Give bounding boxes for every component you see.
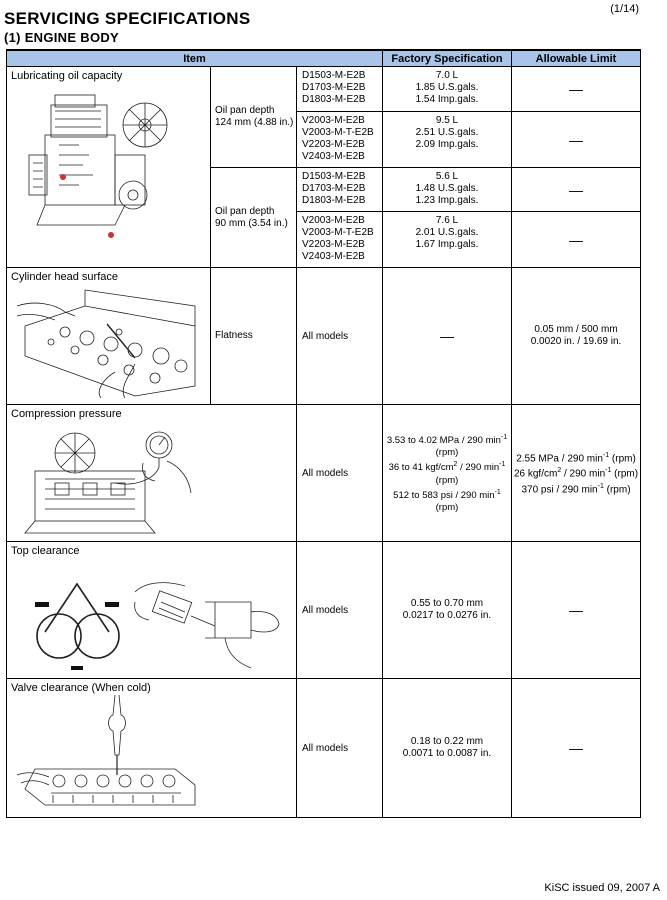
header-allowable-limit: Allowable Limit: [512, 50, 641, 67]
cylinder-head-factory-spec: —: [383, 268, 512, 405]
section-title: (1) ENGINE BODY: [4, 30, 120, 45]
issue-footer: KiSC issued 09, 2007 A: [544, 882, 660, 894]
table-row: [7, 268, 641, 405]
top-clearance-label: Top clearance: [11, 545, 80, 557]
cylinder-head-label: Cylinder head surface: [11, 271, 119, 283]
page-title: SERVICING SPECIFICATIONS: [4, 9, 251, 28]
oil-spec-group-3: 5.6 L 1.48 U.S.gals. 1.23 Imp.gals.: [383, 168, 512, 212]
oil-models-group-1: D1503-M-E2B D1703-M-E2B D1803-M-E2B: [297, 67, 383, 112]
compression-label: Compression pressure: [11, 408, 122, 420]
valve-clearance-label: Valve clearance (When cold): [11, 682, 151, 694]
top-clearance-illustration: [15, 562, 285, 672]
valve-clearance-factory-spec: 0.18 to 0.22 mm 0.0071 to 0.0087 in.: [383, 679, 512, 818]
valve-clearance-models: All models: [297, 679, 383, 818]
compression-item: [7, 405, 297, 542]
top-clearance-limit: —: [512, 542, 641, 679]
compression-factory-spec: 3.53 to 4.02 MPa / 290 $\min^{-1} (rpm)$ 36 to 41 kgf/$cm^2 / 290$ $\min^{-1} (rpm)$ 512 to 583 psi / 290 $\min^{-1} (rpm)$: [383, 405, 512, 542]
compression-gauge-illustration: [15, 423, 195, 535]
oil-models-group-3: D1503-M-E2B D1703-M-E2B D1803-M-E2B: [297, 168, 383, 212]
oil-spec-group-1: 7.0 L 1.85 U.S.gals. 1.54 Imp.gals.: [383, 67, 512, 112]
valve-clearance-item: [7, 679, 297, 818]
specification-table: [6, 49, 641, 818]
page-number: (1/14): [610, 3, 639, 15]
cylinder-head-limit: 0.05 mm / 500 mm 0.0020 in. / 19.69 in.: [512, 268, 641, 405]
oil-capacity-item: [7, 67, 211, 268]
engine-illustration: [15, 85, 185, 245]
valve-clearance-illustration: [15, 695, 205, 811]
cylinder-head-item: [7, 268, 211, 405]
oil-limit-group-3: —: [512, 168, 641, 212]
valve-clearance-limit: —: [512, 679, 641, 818]
oil-models-group-4: V2003-M-E2B V2003-M-T-E2B V2203-M-E2B V2403-M-E2B: [297, 212, 383, 268]
oil-capacity-label: Lubricating oil capacity: [11, 70, 123, 82]
top-clearance-factory-spec: 0.55 to 0.70 mm 0.0217 to 0.0276 in.: [383, 542, 512, 679]
cylinder-head-illustration: [15, 286, 200, 398]
oil-limit-group-1: —: [512, 67, 641, 112]
oil-pan-condition-1: Oil pan depth 124 mm (4.88 in.): [211, 67, 297, 168]
flatness-condition: Flatness: [211, 268, 297, 405]
table-row: [7, 679, 641, 818]
table-row: [7, 542, 641, 679]
oil-limit-group-4: —: [512, 212, 641, 268]
cylinder-head-models: All models: [297, 268, 383, 405]
header-factory-spec: Factory Specification: [383, 50, 512, 67]
top-clearance-models: All models: [297, 542, 383, 679]
oil-spec-group-4: 7.6 L 2.01 U.S.gals. 1.67 Imp.gals.: [383, 212, 512, 268]
oil-pan-condition-2: Oil pan depth 90 mm (3.54 in.): [211, 168, 297, 268]
table-row: [7, 67, 641, 112]
table-header-row: [7, 50, 641, 67]
oil-limit-group-2: —: [512, 112, 641, 168]
table-row: [7, 405, 641, 542]
oil-spec-group-2: 9.5 L 2.51 U.S.gals. 2.09 Imp.gals.: [383, 112, 512, 168]
compression-limit: 2.55 MPa / 290 $\min^{-1} (rpm)$ 26 kgf/$cm^2 / 290$ $\min^{-1} (rpm)$ 370 psi / 290 $\min^{-1} (rpm)$: [512, 405, 641, 542]
top-clearance-item: [7, 542, 297, 679]
compression-models: All models: [297, 405, 383, 542]
oil-models-group-2: V2003-M-E2B V2003-M-T-E2B V2203-M-E2B V2403-M-E2B: [297, 112, 383, 168]
header-item: Item: [7, 50, 383, 67]
